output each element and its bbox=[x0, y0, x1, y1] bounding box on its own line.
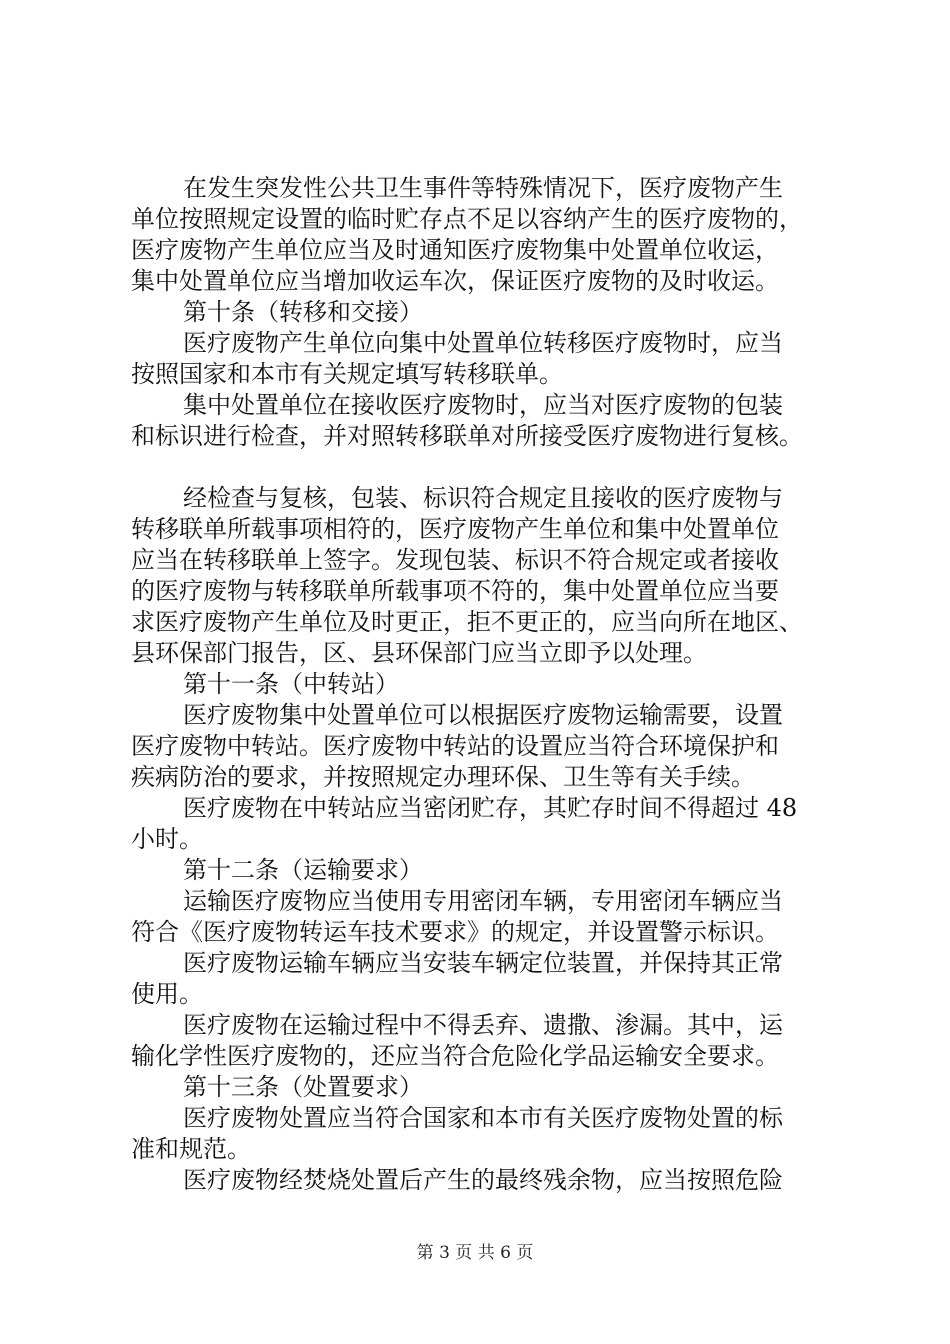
text-line: 在发生突发性公共卫生事件等特殊情况下，医疗废物产生 bbox=[183, 174, 783, 202]
text-line: 集中处置单位在接收医疗废物时，应当对医疗废物的包装 bbox=[183, 391, 783, 419]
text-line: 第十条（转移和交接） bbox=[183, 298, 423, 326]
text-line: 小时。 bbox=[131, 825, 203, 853]
text-line: 医疗废物集中处置单位可以根据医疗废物运输需要，设置 bbox=[183, 701, 783, 729]
text-line: 经检查与复核，包装、标识符合规定且接收的医疗废物与 bbox=[183, 484, 783, 512]
page-footer: 第 3 页 共 6 页 bbox=[416, 1243, 534, 1263]
text-line: 第十三条（处置要求） bbox=[183, 1073, 423, 1101]
text-line: 医疗废物在中转站应当密闭贮存，其贮存时间不得超过 48 bbox=[183, 794, 798, 822]
text-line: 运输医疗废物应当使用专用密闭车辆，专用密闭车辆应当 bbox=[183, 887, 783, 915]
text-line: 医疗废物产生单位应当及时通知医疗废物集中处置单位收运， bbox=[131, 236, 779, 264]
text-line: 和标识进行检查，并对照转移联单对所接受医疗废物进行复核。 bbox=[131, 422, 803, 450]
document-body bbox=[131, 173, 831, 1196]
text-line: 准和规范。 bbox=[131, 1135, 251, 1163]
text-line: 医疗废物运输车辆应当安装车辆定位装置，并保持其正常 bbox=[183, 949, 783, 977]
text-line: 符合《医疗废物转运车技术要求》的规定，并设置警示标识。 bbox=[131, 918, 779, 946]
text-line: 疾病防治的要求，并按照规定办理环保、卫生等有关手续。 bbox=[131, 763, 755, 791]
text-line: 第十二条（运输要求） bbox=[183, 856, 423, 884]
blank-line bbox=[131, 452, 831, 483]
text-line: 医疗废物产生单位向集中处置单位转移医疗废物时，应当 bbox=[183, 329, 783, 357]
text-line: 医疗废物中转站。医疗废物中转站的设置应当符合环境保护和 bbox=[131, 732, 779, 760]
text-line: 按照国家和本市有关规定填写转移联单。 bbox=[131, 360, 563, 388]
text-line: 第十一条（中转站） bbox=[183, 670, 399, 698]
text-line: 求医疗废物产生单位及时更正，拒不更正的，应当向所在地区、 bbox=[131, 608, 803, 636]
text-line: 转移联单所载事项相符的，医疗废物产生单位和集中处置单位 bbox=[131, 515, 779, 543]
text-line: 医疗废物处置应当符合国家和本市有关医疗废物处置的标 bbox=[183, 1104, 783, 1132]
text-line: 单位按照规定设置的临时贮存点不足以容纳产生的医疗废物的， bbox=[131, 205, 803, 233]
text-line: 使用。 bbox=[131, 980, 203, 1008]
text-line: 医疗废物经焚烧处置后产生的最终残余物，应当按照危险 bbox=[183, 1166, 783, 1194]
text-line: 集中处置单位应当增加收运车次，保证医疗废物的及时收运。 bbox=[131, 267, 779, 295]
text-line: 的医疗废物与转移联单所载事项不符的，集中处置单位应当要 bbox=[131, 577, 779, 605]
text-line: 医疗废物在运输过程中不得丢弃、遗撒、渗漏。其中，运 bbox=[183, 1011, 783, 1039]
text-line: 输化学性医疗废物的，还应当符合危险化学品运输安全要求。 bbox=[131, 1042, 779, 1070]
text-line: 县环保部门报告，区、县环保部门应当立即予以处理。 bbox=[131, 639, 707, 667]
text-line: 应当在转移联单上签字。发现包装、标识不符合规定或者接收 bbox=[131, 546, 779, 574]
